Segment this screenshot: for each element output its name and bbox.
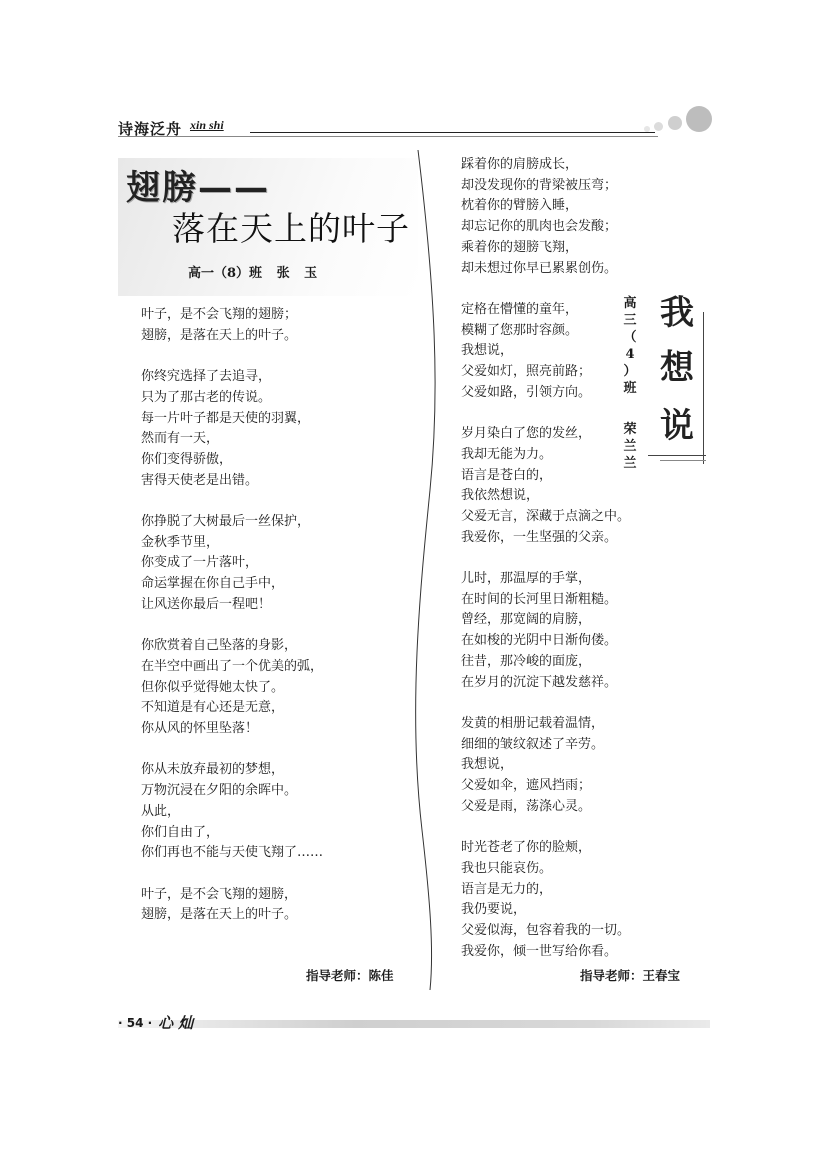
byline-char: 兰 [623,439,637,454]
byline-char: 兰 [623,456,637,471]
column-name: 诗海泛舟 [118,120,183,138]
header-rule-thin [118,136,658,137]
teacher-credit-right: 指导老师：王春宝 [580,968,681,983]
title-rule-vertical [703,312,704,464]
byline-char [622,397,638,421]
article-title-main: 翅膀—— [126,168,270,208]
byline-char: 班 [623,381,637,396]
column-divider [400,150,450,990]
footer-bar [118,1020,710,1028]
decoration-circle [686,106,712,132]
header-rule [250,132,655,133]
title-rule-horizontal [648,455,706,456]
article-title-char: 说 [660,406,694,446]
page-number: · 54 · [118,1016,153,1030]
magazine-logo: 心 灿 [158,1014,194,1032]
decoration-circle [654,122,663,131]
teacher-credit-left: 指导老师：陈佳 [306,968,394,983]
article-title-sub: 落在天上的叶子 [172,209,410,248]
poem-body-left: 叶子，是不会飞翔的翅膀； 翅膀，是落在天上的叶子。 你终究选择了去追寻， 只为了那古老的传说。 每一片叶子都是天使的羽翼， 然而有一天， 你们变得骄傲， 害得天使老是出错。 你挣脱了大树最后一丝保护， 金秋季节里， 你变成了一片落叶， 命运掌握在你自己手中， 让风送你最后一程吧！ 你欣赏着自己坠落的身影， 在半空中画出了一个优美的弧， 但你似乎觉得她太快了。 不知道是有心还是无意， 你从风的怀里坠落！ 你从未放弃最初的梦想， 万物沉浸在夕阳的余晖中。 从此， 你们自由了， 你们再也不能与天使飞翔了…… 叶子，是不会飞翔的翅膀， 翅膀，是落在天上的叶子。 [141,307,324,923]
article-byline-vertical [622,295,638,472]
byline-char: ） [623,364,637,379]
byline-char: 三 [623,313,637,328]
byline-char: （ [623,330,637,345]
column-pinyin: xin shi [190,118,224,132]
poem-body-right: 踩着你的肩膀成长， 却没发现你的背梁被压弯； 枕着你的臂膀入睡， 却忘记你的肌肉也会发酸； 乘着你的翅膀飞翔， 却未想过你早已累累创伤。 定格在懵懂的童年， 模糊了您那时容颜。 我想说， 父爱如灯，照亮前路； 父爱如路，引领方向。 岁月染白了您的发丝， 我却无能为力。 语言是苍白的， 我依然想说， 父爱无言，深藏于点滴之中。 我爱你，一生坚强的父亲。 儿时，那温厚的手掌， 在时间的长河里日渐粗糙。 曾经，那宽阔的肩膀， 在如梭的光阴中日渐佝偻。 往昔，那冷峻的面庞， 在岁月的沉淀下越发慈祥。 发黄的相册记载着温情， 细细的皱纹叙述了辛劳。 我想说， 父爱如伞，遮风挡雨； 父爱是雨，荡涤心灵。 时光苍老了你的脸颊， 我也只能哀伤。 语言是无力的， 我仍要说， 父爱似海，包容着我的一切。 我爱你，倾一世写给你看。 [461,157,631,959]
article-byline: 高一（8）班 张 玉 [188,266,318,281]
decoration-circle [644,126,650,132]
byline-char: 4 [625,347,635,362]
byline-char: 高 [623,296,637,311]
article-title-char: 想 [660,348,694,388]
byline-char: 荣 [623,422,637,437]
article-title-char: 我 [660,293,694,333]
title-rule-horizontal-thin [660,460,706,461]
decoration-circle [668,116,682,130]
